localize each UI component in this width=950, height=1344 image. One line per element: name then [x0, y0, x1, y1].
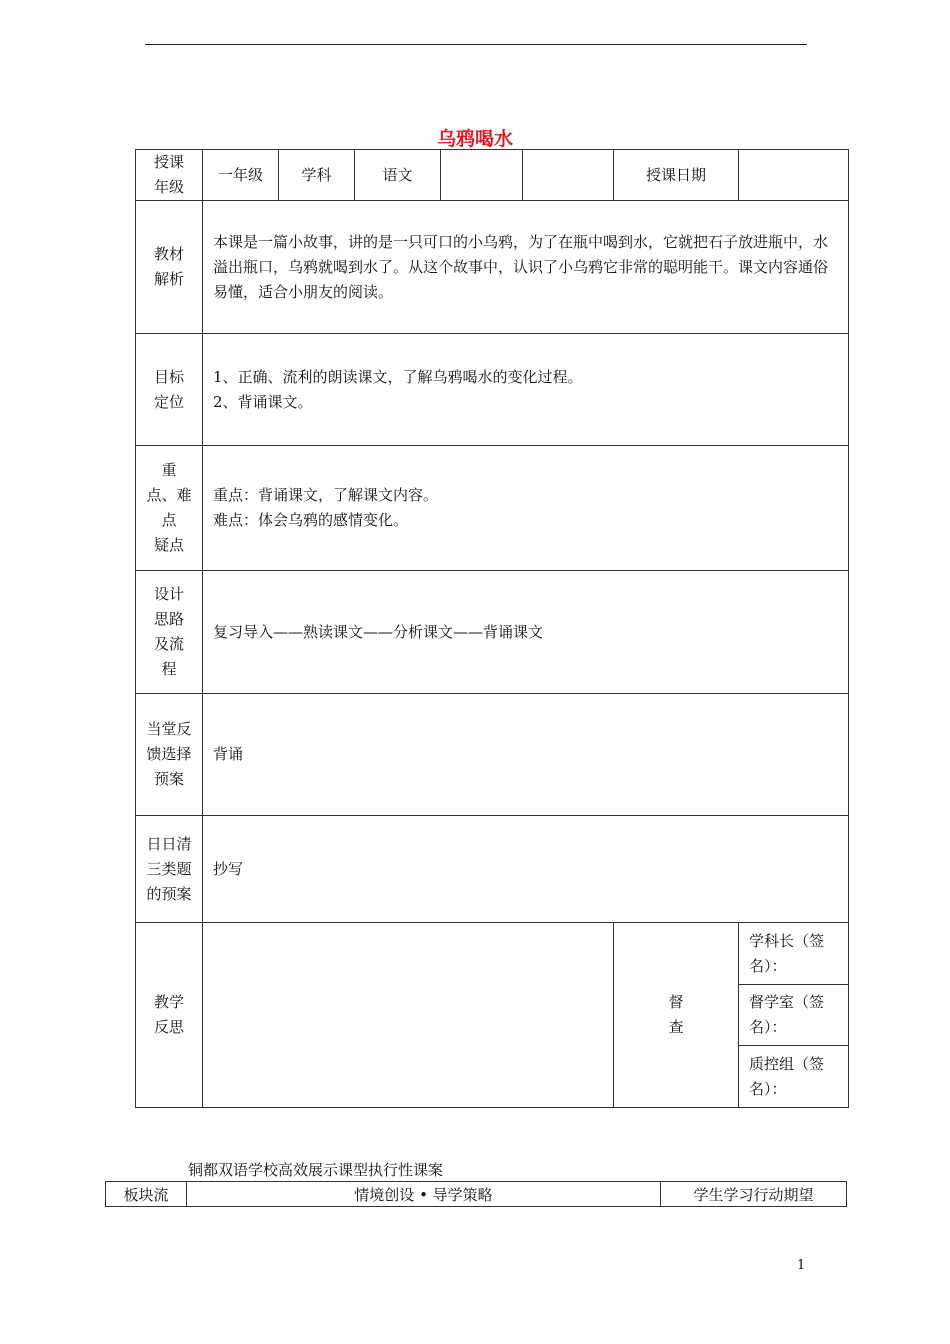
daily-content: 抄写: [203, 816, 849, 923]
goals-content: [203, 334, 849, 446]
date-value: [739, 150, 849, 201]
header-rule: [145, 44, 807, 45]
key-points-label: 重 点、难 点 疑点: [136, 446, 203, 571]
goals-row: [136, 334, 849, 446]
page-title: 乌鸦喝水: [436, 128, 513, 150]
lesson-plan-table: [135, 149, 849, 1108]
subject-label: 学科: [279, 150, 355, 201]
footer-table: [105, 1181, 847, 1207]
reflection-row: [136, 923, 849, 985]
header-row: [136, 150, 849, 201]
signature-subject-head: 学科长（签名）：: [739, 923, 849, 985]
footer-col-section: 板块流: [106, 1182, 187, 1207]
difficulty-item: 难点：体会乌鸦的感情变化。: [213, 511, 409, 529]
grade-value: 一年级: [203, 150, 279, 201]
design-label: 设计 思路 及流 程: [136, 571, 203, 694]
feedback-content: 背诵: [203, 694, 849, 816]
textbook-label: 教材 解析: [136, 201, 203, 334]
footer-col-strategy: 情境创设 • 导学策略: [187, 1182, 661, 1207]
daily-label: 日日清 三类题 的预案: [136, 816, 203, 923]
blank-cell: [523, 150, 614, 201]
goal-item: 2、背诵课文。: [213, 392, 313, 411]
design-row: [136, 571, 849, 694]
goal-item: 1、正确、流利的朗读课文，了解乌鸦喝水的变化过程。: [213, 367, 583, 386]
grade-label-cell: 授课 年级: [136, 150, 203, 201]
blank-cell: [441, 150, 523, 201]
feedback-row: [136, 694, 849, 816]
reflection-label: 教学 反思: [136, 923, 203, 1108]
goals-label: 目标 定位: [136, 334, 203, 446]
daily-row: [136, 816, 849, 923]
footer-col-expectation: 学生学习行动期望: [661, 1182, 847, 1207]
feedback-label: 当堂反 馈选择 预案: [136, 694, 203, 816]
supervise-label: 督 查: [614, 923, 739, 1108]
signature-quality-control: 质控组（签名）：: [739, 1046, 849, 1108]
key-points-content: [203, 446, 849, 571]
key-points-row: [136, 446, 849, 571]
signature-supervision-office: 督学室（签名）：: [739, 985, 849, 1046]
footer-header-row: [106, 1182, 847, 1207]
footer-subtitle: 铜都双语学校高效展示课型执行性课案: [188, 1161, 444, 1179]
page-number: 1: [797, 1258, 806, 1273]
date-label: 授课日期: [614, 150, 739, 201]
design-content: 复习导入——熟读课文——分析课文——背诵课文: [203, 571, 849, 694]
key-point-item: 重点：背诵课文，了解课文内容。: [213, 486, 439, 504]
textbook-content: 本课是一篇小故事，讲的是一只可口的小乌鸦，为了在瓶中喝到水，它就把石子放进瓶中，水溢出瓶口，乌鸦就喝到水了。从这个故事中，认识了小乌鸦它非常的聪明能干。课文内容通俗易懂，适合小朋友的阅读。: [203, 201, 849, 334]
textbook-row: [136, 201, 849, 334]
subject-value: 语文: [355, 150, 441, 201]
reflection-content: [203, 923, 614, 1108]
